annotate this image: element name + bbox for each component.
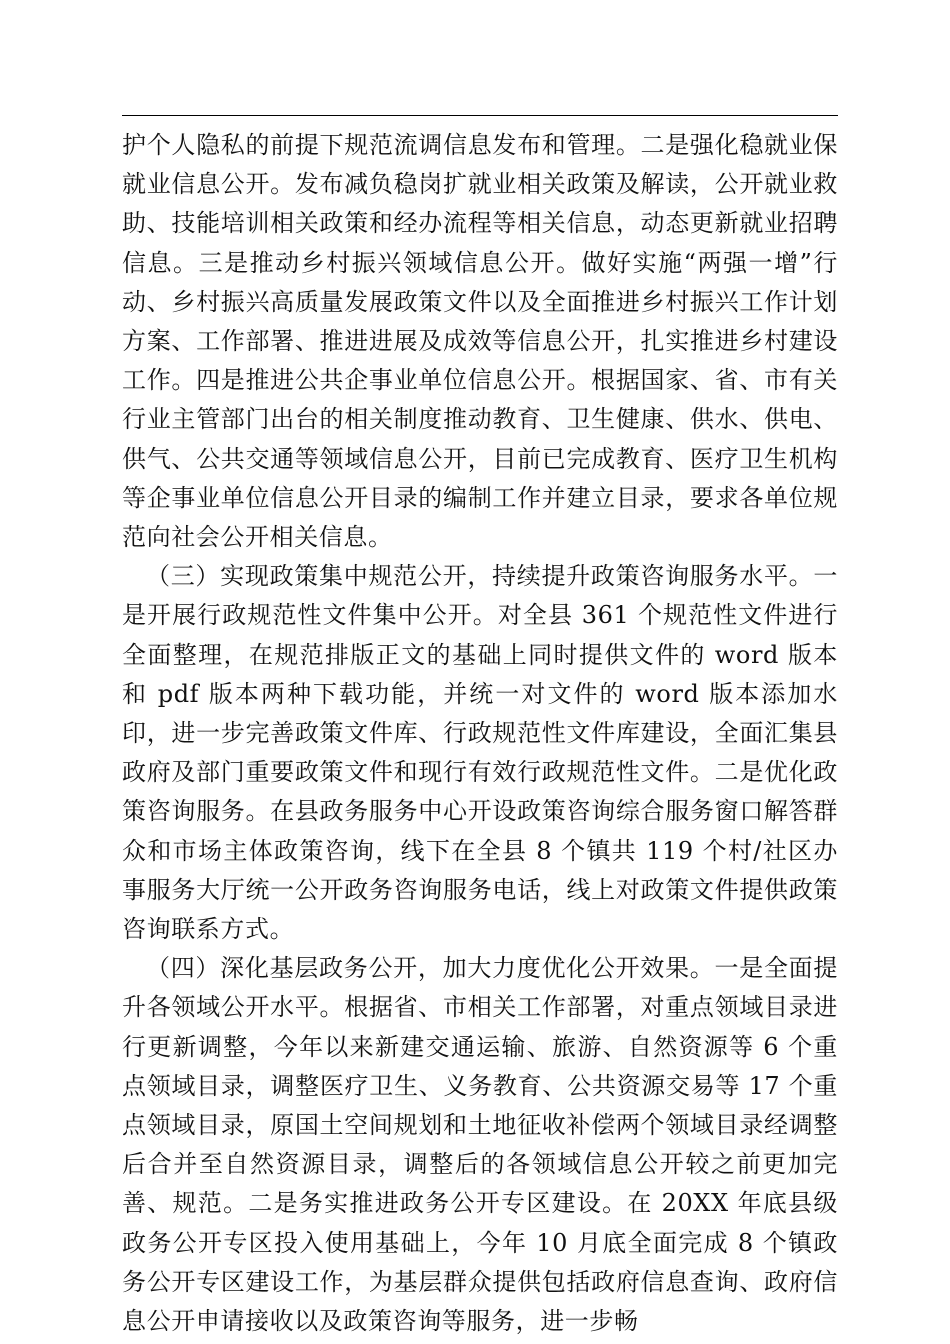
document-body (122, 126, 838, 1341)
paragraph-policy-disclosure: （三）实现政策集中规范公开，持续提升政策咨询服务水平。一是开展行政规范性文件集中公开。对全县 361 个规范性文件进行全面整理，在规范排版正文的基础上同时提供文件的 word 版本和 pdf 版本两种下载功能，并统一对文件的 word 版本添加水印，进一步完善政策文件库、行政规范性文件库建设，全面汇集县政府及部门重要政策文件和现行有效行政规范性文件。二是优化政策咨询服务。在县政务服务中心开设政策咨询综合服务窗口解答群众和市场主体政策咨询，线下在全县 8 个镇共 119 个村/社区办事服务大厅统一公开政务咨询服务电话，线上对政策文件提供政策咨询联系方式。 (122, 562, 838, 944)
header-rule (122, 115, 838, 116)
paragraph-grassroots-disclosure: （四）深化基层政务公开，加大力度优化公开效果。一是全面提升各领域公开水平。根据省、市相关工作部署，对重点领域目录进行更新调整，今年以来新建交通运输、旅游、自然资源等 6 个重点领域目录，调整医疗卫生、义务教育、公共资源交易等 17 个重点领域目录，原国土空间规划和土地征收补偿两个领域目录经调整后合并至自然资源目录，调整后的各领域信息公开较之前更加完善、规范。二是务实推进政务公开专区建设。在 20XX 年底县级政务公开专区投入使用基础上，今年 10 月底全面完成 8 个镇政务公开专区建设工作，为基层群众提供包括政府信息查询、政府信息公开申请接收以及政策咨询等服务，进一步畅 (122, 954, 838, 1336)
paragraph-privacy-employment-rural: 护个人隐私的前提下规范流调信息发布和管理。二是强化稳就业保就业信息公开。发布减负稳岗扩就业相关政策及解读，公开就业救助、技能培训相关政策和经办流程等相关信息，动态更新就业招聘信息。三是推动乡村振兴领域信息公开。做好实施“两强一增”行动、乡村振兴高质量发展政策文件以及全面推进乡村振兴工作计划方案、工作部署、推进进展及成效等信息公开，扎实推进乡村建设工作。四是推进公共企事业单位信息公开。根据国家、省、市有关行业主管部门出台的相关制度推动教育、卫生健康、供水、供电、供气、公共交通等领域信息公开，目前已完成教育、医疗卫生机构等企事业单位信息公开目录的编制工作并建立目录，要求各单位规范向社会公开相关信息。 (122, 131, 838, 552)
